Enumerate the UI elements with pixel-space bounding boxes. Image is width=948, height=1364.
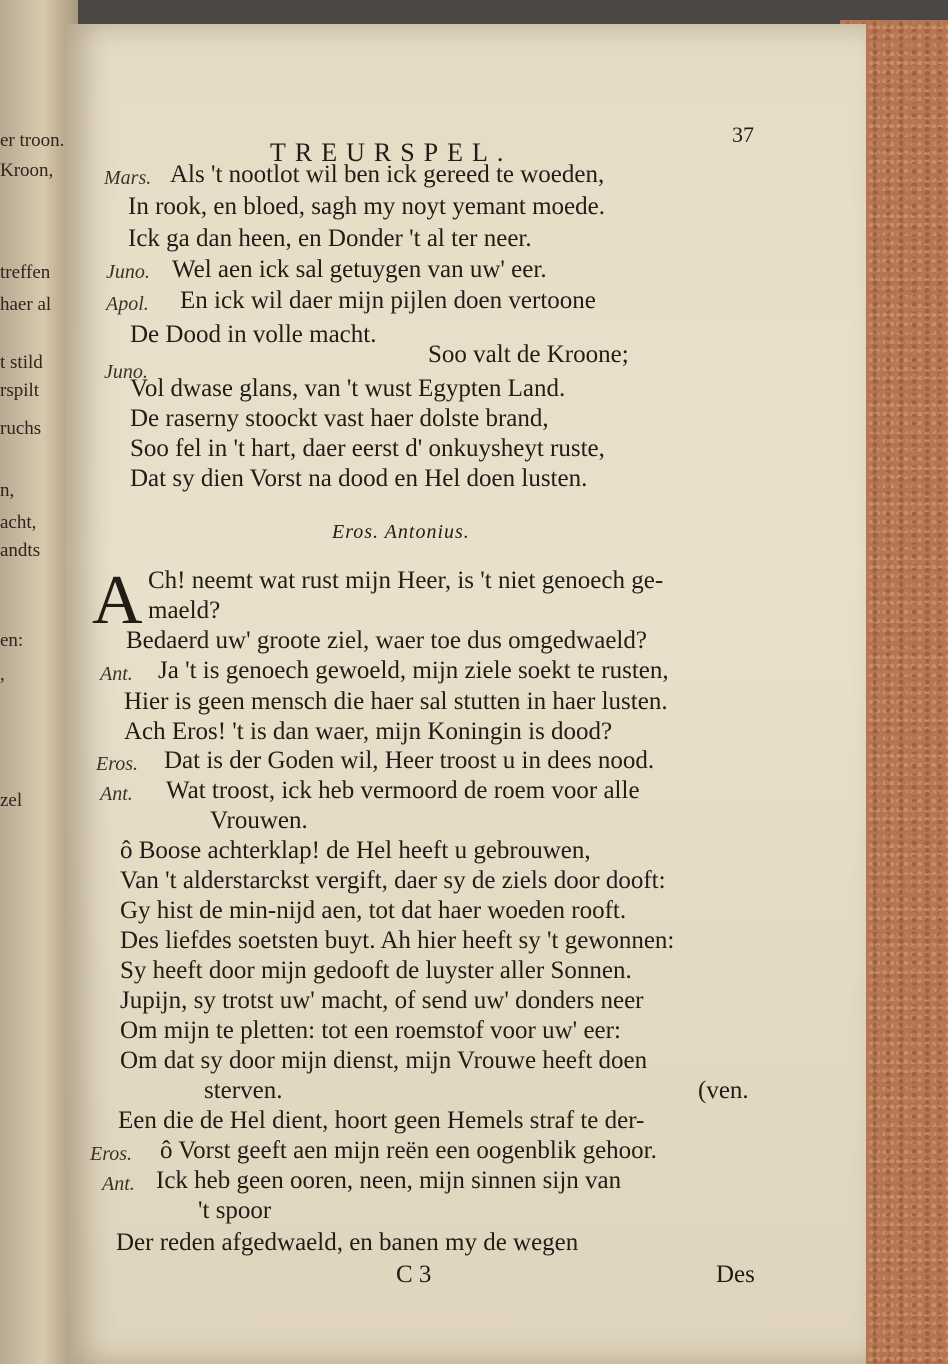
dialogue-line: Gy hist de min-nijd aen, tot dat haer woeden rooft. (120, 897, 627, 924)
dialogue-line: Van 't alderstarckst vergift, daer sy de ziels door dooft: (120, 867, 666, 894)
left-fragment: n, (0, 480, 15, 501)
dialogue-line: (ven. (698, 1077, 749, 1104)
catchword: Des (716, 1261, 755, 1288)
speaker-label: Eros. (96, 753, 139, 775)
verse-line: Ick ga dan heen, en Donder 't al ter neer. (128, 225, 532, 252)
verse-line: Wel aen ick sal getuygen van uw' eer. (172, 256, 547, 283)
dialogue-line: Een die de Hel dient, hoort geen Hemels straf te der- (118, 1107, 645, 1134)
verse-line: Soo fel in 't hart, daer eerst d' onkuysheyt ruste, (130, 435, 605, 462)
drop-cap: A (92, 562, 143, 639)
left-fragment: , (0, 664, 5, 685)
speaker-label: Mars. (104, 167, 152, 189)
dialogue-line: Ja 't is genoech gewoeld, mijn ziele soekt te rusten, (158, 657, 669, 684)
verse-line: De raserny stoockt vast haer dolste brand, (130, 405, 549, 432)
verse-line: De Dood in volle macht. (130, 321, 377, 348)
left-fragment: er troon. (0, 130, 65, 151)
dialogue-line: Des liefdes soetsten buyt. Ah hier heeft sy 't gewonnen: (120, 927, 675, 954)
verse-line: Dat sy dien Vorst na dood en Hel doen lusten. (130, 465, 588, 492)
dialogue-line: Wat troost, ick heb vermoord de roem voor alle (166, 777, 640, 804)
dialogue-line: Dat is der Goden wil, Heer troost u in dees nood. (164, 747, 655, 774)
verse-line: In rook, en bloed, sagh my noyt yemant moede. (128, 193, 605, 220)
dialogue-line: sterven. (204, 1077, 283, 1104)
speaker-label: Apol. (106, 293, 149, 315)
speaker-label: Ant. (100, 783, 133, 805)
signature-mark: C 3 (396, 1261, 432, 1288)
left-fragment: treffen (0, 262, 51, 283)
speaker-label: Juno. (104, 361, 148, 383)
speaker-label: Ant. (100, 663, 133, 685)
speaker-label: Eros. (90, 1143, 133, 1165)
dialogue-line: ô Vorst geeft aen mijn reën een oogenblik gehoor. (160, 1137, 657, 1164)
left-fragment: acht, (0, 512, 37, 533)
left-fragment: ruchs (0, 418, 42, 439)
dialogue-line: Bedaerd uw' groote ziel, waer toe dus omgedwaeld? (126, 627, 647, 654)
dialogue-line: Vrouwen. (210, 807, 308, 834)
page-number: 37 (732, 122, 754, 147)
dialogue-line: Hier is geen mensch die haer sal stutten in haer lusten. (124, 688, 668, 715)
scene-heading: Eros. Antonius. (332, 521, 470, 543)
dialogue-line: Om dat sy door mijn dienst, mijn Vrouwe heeft doen (120, 1047, 648, 1074)
speaker-label: Ant. (102, 1173, 135, 1195)
left-fragment: t stild (0, 352, 43, 373)
dialogue-line: Ach Eros! 't is dan waer, mijn Koningin is dood? (124, 718, 613, 745)
speaker-label: Juno. (106, 261, 150, 283)
left-fragment: zel (0, 790, 23, 811)
verse-line: Als 't nootlot wil ben ick gereed te woeden, (170, 161, 605, 188)
dialogue-line: 't spoor (198, 1197, 272, 1224)
verse-line: En ick wil daer mijn pijlen doen vertoone (180, 287, 596, 314)
verse-line: Soo valt de Kroone; (428, 341, 629, 368)
left-fragment: Kroon, (0, 160, 54, 181)
dialogue-line: Ick heb geen ooren, neen, mijn sinnen sijn van (156, 1167, 622, 1194)
dialogue-line: Sy heeft door mijn gedooft de luyster aller Sonnen. (120, 957, 632, 984)
left-fragment: haer al (0, 294, 52, 315)
dialogue-line: maeld? (148, 597, 221, 624)
dialogue-line: Ch! neemt wat rust mijn Heer, is 't niet genoech ge- (148, 567, 664, 594)
left-fragment: en: (0, 630, 24, 651)
dialogue-line: Der reden afgedwaeld, en banen my de wegen (116, 1229, 579, 1256)
verse-line: Vol dwase glans, van 't wust Egypten Land. (130, 375, 566, 402)
dialogue-line: Om mijn te pletten: tot een roemstof voor uw' eer: (120, 1017, 621, 1044)
running-head: TREURSPEL. (270, 138, 513, 167)
left-fragment: andts (0, 540, 41, 561)
dialogue-line: ô Boose achterklap! de Hel heeft u gebrouwen, (120, 837, 591, 864)
left-fragment: rspilt (0, 380, 40, 401)
dialogue-line: Jupijn, sy trotst uw' macht, of send uw' donders neer (120, 987, 644, 1014)
